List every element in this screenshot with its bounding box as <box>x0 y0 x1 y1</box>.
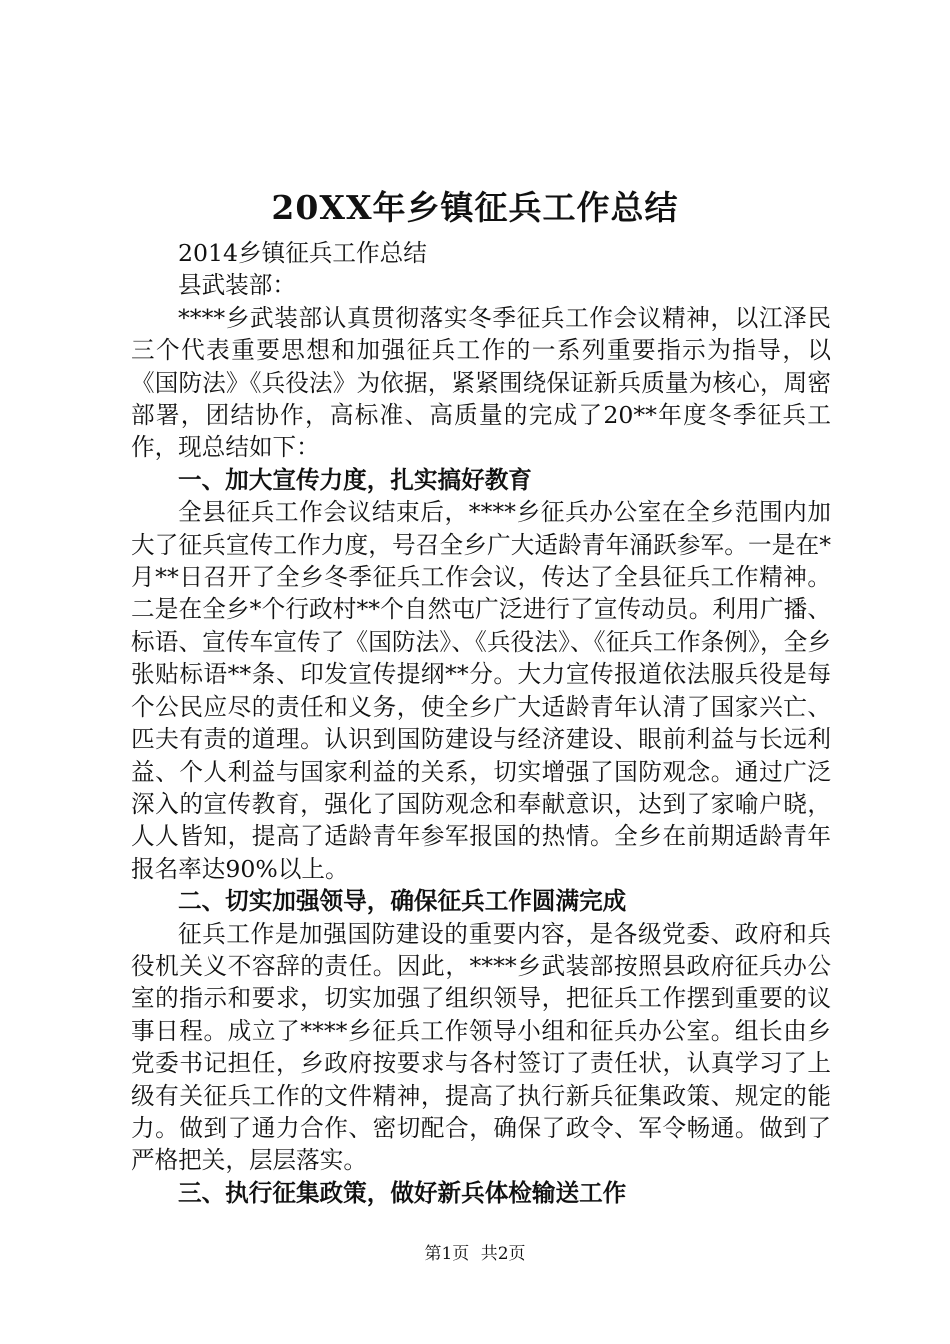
section-heading-3: 三、执行征集政策，做好新兵体检输送工作 <box>178 1178 627 1207</box>
section-2-paragraph: 征兵工作是加强国防建设的重要内容，是各级党委、政府和兵役机关义不容辞的责任。因此，****乡武装部按照县政府征兵办公室的指示和要求，切实加强了组织领导，把征兵工作摆到重要的议事日程。成立了****乡征兵工作领导小组和征兵办公室。组长由乡党委书记担任，乡政府按要求与各村签订了责任状，认真学习了上级有关征兵工作的文件精神，提高了执行新兵征集政策、规定的能力。做到了通力合作、密切配合，确保了政令、军令畅通。做到了严格把关，层层落实。 <box>131 919 831 1175</box>
section-1-paragraph: 全县征兵工作会议结束后，****乡征兵办公室在全乡范围内加大了征兵宣传工作力度，号召全乡广大适龄青年涌跃参军。一是在*月**日召开了全乡冬季征兵工作会议，传达了全县征兵工作精神。二是在全乡*个行政村**个自然屯广泛进行了宣传动员。利用广播、标语、宣传车宣传了《国防法》、《兵役法》、《征兵工作条例》，全乡张贴标语**条、印发宣传提纲**分。大力宣传报道依法服兵役是每个公民应尽的责任和义务，使全乡广大适龄青年认清了国家兴亡、匹夫有责的道理。认识到国防建设与经济建设、眼前利益与长远利益、个人利益与国家利益的关系，切实增强了国防观念。通过广泛深入的宣传教育，强化了国防观念和奉献意识，达到了家喻户晓，人人皆知，提高了适龄青年参军报国的热情。全乡在前期适龄青年报名率达90%以上。 <box>131 498 831 883</box>
document-title: 20XX年乡镇征兵工作总结 <box>271 188 679 227</box>
page-footer: 第1页 共2页 <box>424 1244 526 1264</box>
document-body <box>131 237 831 1209</box>
subtitle-paragraph: 2014乡镇征兵工作总结 <box>178 239 427 267</box>
section-heading-1: 一、加大宣传力度，扎实搞好教育 <box>178 465 532 494</box>
section-heading-2: 二、切实加强领导，确保征兵工作圆满完成 <box>178 887 627 916</box>
salutation-paragraph: 县武装部： <box>178 271 296 300</box>
intro-paragraph: ****乡武装部认真贯彻落实冬季征兵工作会议精神，以江泽民三个代表重要思想和加强征兵工作的一系列重要指示为指导，以《国防法》《兵役法》为依据，紧紧围绕保证新兵质量为核心，周密部署，团结协作，高标准、高质量的完成了20**年度冬季征兵工作，现总结如下： <box>131 303 831 462</box>
